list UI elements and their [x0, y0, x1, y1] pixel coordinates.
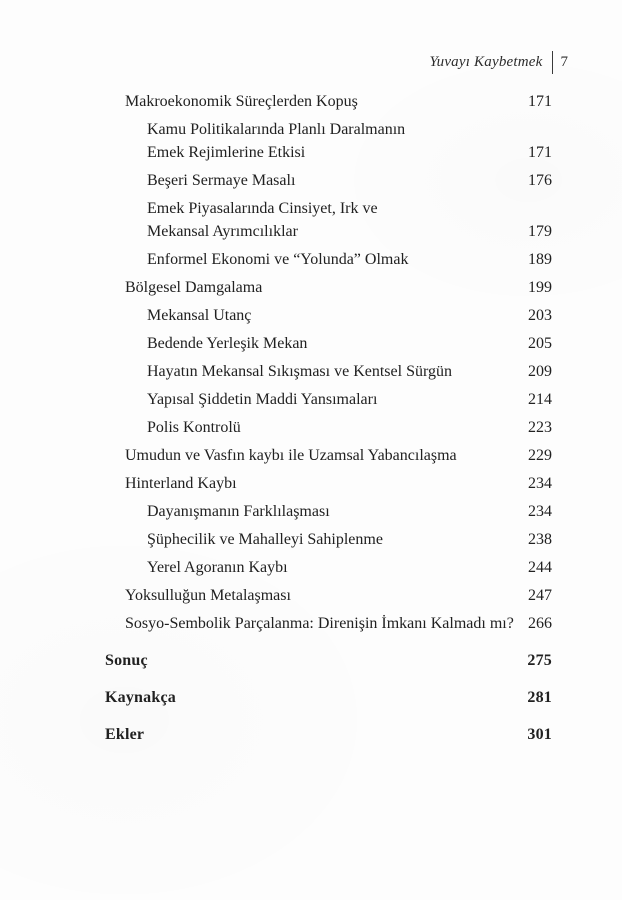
- toc-entry-title: Yoksulluğun Metalaşması: [125, 587, 291, 604]
- toc-entry-title: Bölgesel Damgalama: [125, 279, 263, 296]
- toc-entry-page: 205: [528, 335, 552, 352]
- toc-entry-page: 238: [528, 531, 552, 548]
- toc-entry-page: 229: [528, 447, 552, 464]
- toc-entry-title: Beşeri Sermaye Masalı: [147, 172, 296, 189]
- toc-entry: [105, 528, 552, 551]
- toc-entry-page: 179: [528, 223, 552, 240]
- toc-entry-title: Hinterland Kaybı: [125, 475, 237, 492]
- running-title: Yuvayı Kaybetmek: [429, 53, 543, 70]
- toc-entry-page: 301: [527, 726, 552, 743]
- toc-entry-page: 281: [527, 689, 552, 706]
- toc-entry-title: Bedende Yerleşik Mekan: [147, 335, 308, 352]
- toc-list: [105, 90, 552, 751]
- toc-entry-title: Enformel Ekonomi ve “Yolunda” Olmak: [147, 251, 409, 268]
- toc-entry-page: 223: [528, 419, 552, 436]
- toc-entry-title: Yerel Agoranın Kaybı: [147, 559, 288, 576]
- toc-entry-page: 171: [528, 144, 552, 161]
- running-header: [429, 50, 568, 74]
- toc-entry-page: 176: [528, 172, 552, 189]
- toc-entry: [105, 444, 552, 467]
- toc-entry: [105, 649, 552, 672]
- toc-entry-page: 214: [528, 391, 552, 408]
- toc-entry-page: 171: [528, 93, 552, 110]
- toc-entry: [105, 304, 552, 327]
- toc-entry: [105, 612, 552, 635]
- toc-entry-title: Makroekonomik Süreçlerden Kopuş: [125, 93, 358, 110]
- toc-entry-title: Mekansal Utanç: [147, 307, 252, 324]
- toc-entry: [105, 197, 552, 243]
- toc-entry-page: 189: [528, 251, 552, 268]
- toc-entry-title: Ekler: [105, 726, 145, 743]
- toc-entry: [105, 388, 552, 411]
- toc-entry: [105, 584, 552, 607]
- toc-entry: [105, 169, 552, 192]
- toc-entry-page: 203: [528, 307, 552, 324]
- toc-entry: [105, 332, 552, 355]
- toc-entry-title: Hayatın Mekansal Sıkışması ve Kentsel Sürgün: [147, 363, 452, 380]
- toc-entry-title: Emek Piyasalarında Cinsiyet, Irk ve Mekansal Ayrımcılıklar: [147, 200, 378, 240]
- toc-entry-page: 209: [528, 363, 552, 380]
- toc-entry: [105, 90, 552, 113]
- toc-entry-title: Sonuç: [105, 652, 148, 669]
- toc-entry: [105, 416, 552, 439]
- toc-entry-page: 266: [528, 615, 552, 632]
- toc-entry: [105, 556, 552, 579]
- toc-entry: [105, 276, 552, 299]
- toc-entry-title: Umudun ve Vasfın kaybı ile Uzamsal Yabancılaşma: [125, 447, 457, 464]
- toc-entry-page: 199: [528, 279, 552, 296]
- header-divider-rule: [552, 51, 553, 74]
- toc-entry-page: 247: [528, 587, 552, 604]
- toc-entry: [105, 248, 552, 271]
- toc-entry-page: 234: [528, 475, 552, 492]
- toc-entry-title: Yapısal Şiddetin Maddi Yansımaları: [147, 391, 378, 408]
- toc-entry-title: Kamu Politikalarında Planlı Daralmanın Emek Rejimlerine Etkisi: [147, 121, 406, 161]
- toc-entry-title: Şüphecilik ve Mahalleyi Sahiplenme: [147, 531, 383, 548]
- toc-entry-page: 244: [528, 559, 552, 576]
- toc-entry: [105, 723, 552, 746]
- toc-entry: [105, 360, 552, 383]
- toc-entry: [105, 500, 552, 523]
- toc-entry: [105, 118, 552, 164]
- toc-entry-title: Kaynakça: [105, 689, 176, 706]
- toc-entry-title: Sosyo-Sembolik Parçalanma: Direnişin İmkanı Kalmadı mı?: [125, 615, 514, 632]
- toc-entry: [105, 686, 552, 709]
- toc-entry-page: 275: [527, 652, 552, 669]
- header-page-number: 7: [560, 53, 568, 70]
- toc-entry-title: Dayanışmanın Farklılaşması: [147, 503, 330, 520]
- toc-entry-title: Polis Kontrolü: [147, 419, 241, 436]
- toc-entry: [105, 472, 552, 495]
- toc-entry-page: 234: [528, 503, 552, 520]
